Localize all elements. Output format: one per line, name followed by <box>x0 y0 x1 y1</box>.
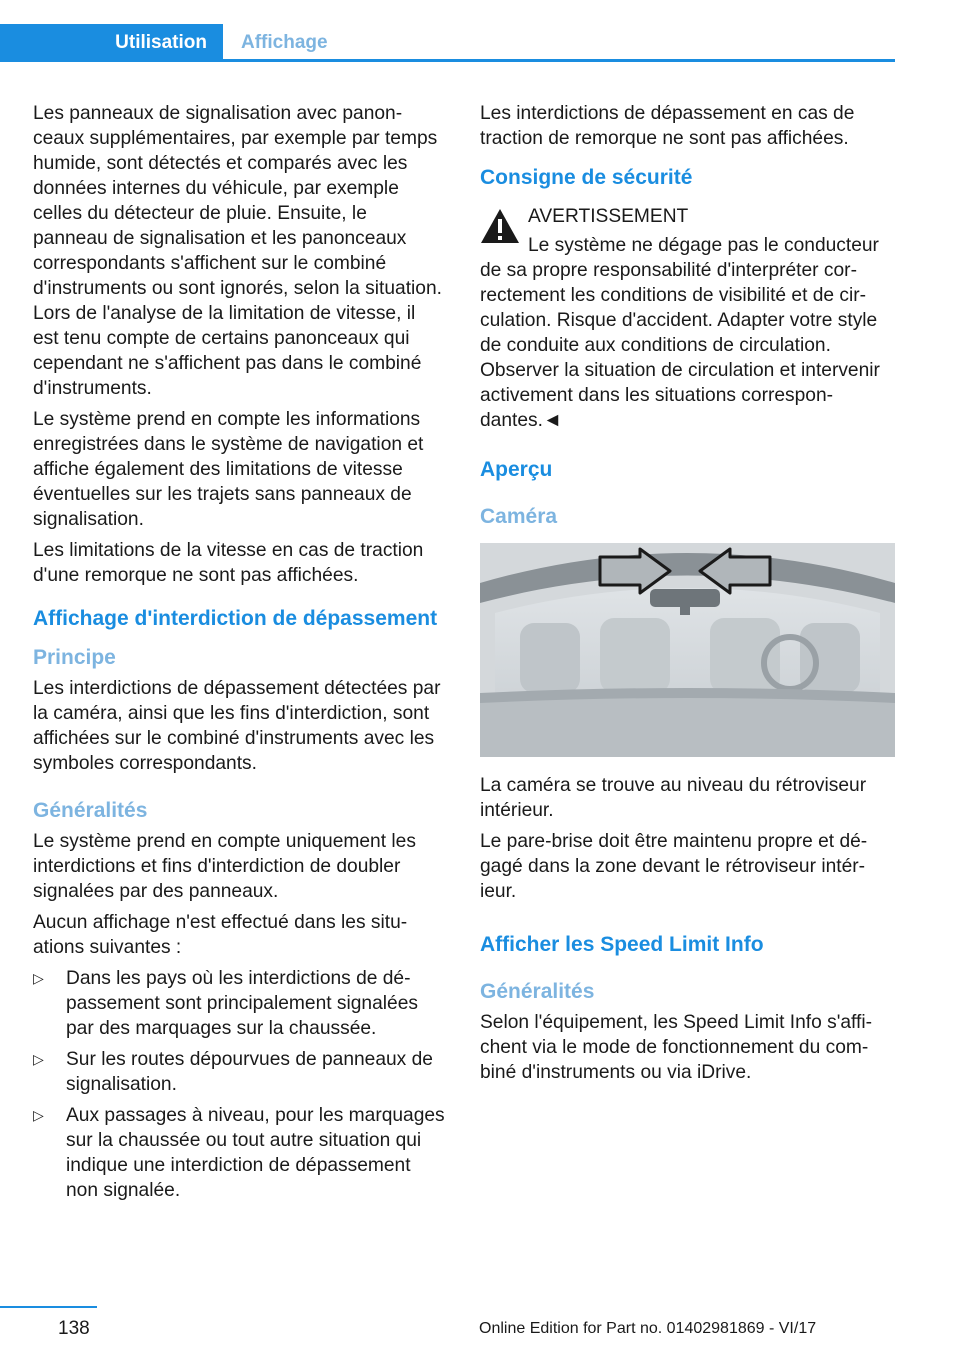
tab-affichage-label: Affichage <box>241 32 328 53</box>
header-rule <box>223 59 895 62</box>
paragraph: Le système prend en compte les informations enregistrées dans le système de navigation et affiche également des limitations de vitesse éventuelles sur les trajets sans panneaux de signalisation. <box>33 409 424 530</box>
list-item <box>33 966 446 1041</box>
heading-interdiction: Affichage d'interdiction de dépassement <box>33 607 438 630</box>
tab-affichage[interactable] <box>241 24 328 62</box>
list-item-text: Sur les routes dépourvues de panneaux de signalisation. <box>66 1049 433 1095</box>
paragraph: Les panneaux de signalisation avec panonceaux supplémentaires, par exemple par temps humide, sont détectés et comparés avec les données internes du véhicule, par exemple celles du détecteur de pluie. Ensuite, le panneau de signalisation et les panonceaux correspondants s'affichent sur le combiné d'instruments ou sont ignorés, selon la situation. Lors de l'analyse de la limitation de vitesse, il est tenu compte de certains panonceaux qui cependant ne s'affichent pas dans le combiné d'instruments. <box>33 103 442 399</box>
paragraph: Le système prend en compte uniquement les interdictions et fins d'interdiction de doubler signalées par des panneaux. <box>33 831 416 902</box>
warning-text: de sa propre responsabilité d'interpréter correctement les conditions de visibilité et de circulation. Risque d'accident. Adapter votre style de conduite aux conditions de circulation. Observer la situation de circulation et intervenir activement dans les situations correspondantes.◄ <box>480 260 880 431</box>
paragraph: Les interdictions de dépassement en cas de traction de remorque ne sont pas affichées. <box>480 103 855 149</box>
heading-generalites: Généralités <box>480 980 595 1003</box>
warning-first-line: Le système ne dégage pas le conducteur <box>528 235 879 256</box>
warning-triangle-icon <box>480 208 520 244</box>
paragraph: Aucun affichage n'est effectué dans les situations suivantes : <box>33 912 408 958</box>
paragraph: Selon l'équipement, les Speed Limit Info s'affichent via le mode de fonctionnement du combiné d'instruments ou via iDrive. <box>480 1012 873 1083</box>
page-number: 138 <box>58 1318 90 1339</box>
header-tabbar <box>0 24 895 62</box>
left-column <box>33 101 446 1209</box>
list-item <box>33 1103 446 1203</box>
paragraph: La caméra se trouve au niveau du rétroviseur intérieur. <box>480 775 867 821</box>
list-item <box>33 1047 446 1097</box>
paragraph: Les limitations de la vitesse en cas de traction d'une remorque ne sont pas affichées. <box>33 540 424 586</box>
heading-speed-limit-info: Afficher les Speed Limit Info <box>480 933 764 956</box>
heading-consigne: Consigne de sécurité <box>480 166 693 189</box>
list-item-text: Aux passages à niveau, pour les marquages sur la chaussée ou tout autre situation qui indique une interdiction de dépassement non signalée. <box>66 1105 445 1201</box>
edition-note: Online Edition for Part no. 01402981869 - VI/17 <box>479 1320 817 1337</box>
heading-camera: Caméra <box>480 505 558 528</box>
triangle-bullet-icon: ▷ <box>33 1107 44 1123</box>
tab-utilisation[interactable] <box>0 24 223 62</box>
heading-generalites: Généralités <box>33 799 148 822</box>
heading-principe: Principe <box>33 646 116 669</box>
warning-block <box>480 204 893 433</box>
triangle-bullet-icon: ▷ <box>33 1051 44 1067</box>
warning-title: AVERTISSEMENT <box>528 206 689 227</box>
camera-location-photo <box>480 543 895 757</box>
paragraph: Les interdictions de dépassement détectées par la caméra, ainsi que les fins d'interdiction, sont affichées sur le combiné d'instruments avec les symboles correspondants. <box>33 678 441 774</box>
bullet-list <box>33 966 446 1203</box>
paragraph: Le pare-brise doit être maintenu propre et dégagé dans la zone devant le rétroviseur intérieur. <box>480 831 868 902</box>
list-item-text: Dans les pays où les interdictions de dépassement sont principalement signalées par des marquages sur la chaussée. <box>66 968 418 1039</box>
right-column <box>480 101 893 1091</box>
footer-rule <box>0 1306 97 1308</box>
triangle-bullet-icon: ▷ <box>33 970 44 986</box>
tab-utilisation-label: Utilisation <box>115 32 207 53</box>
heading-apercu: Aperçu <box>480 458 553 481</box>
